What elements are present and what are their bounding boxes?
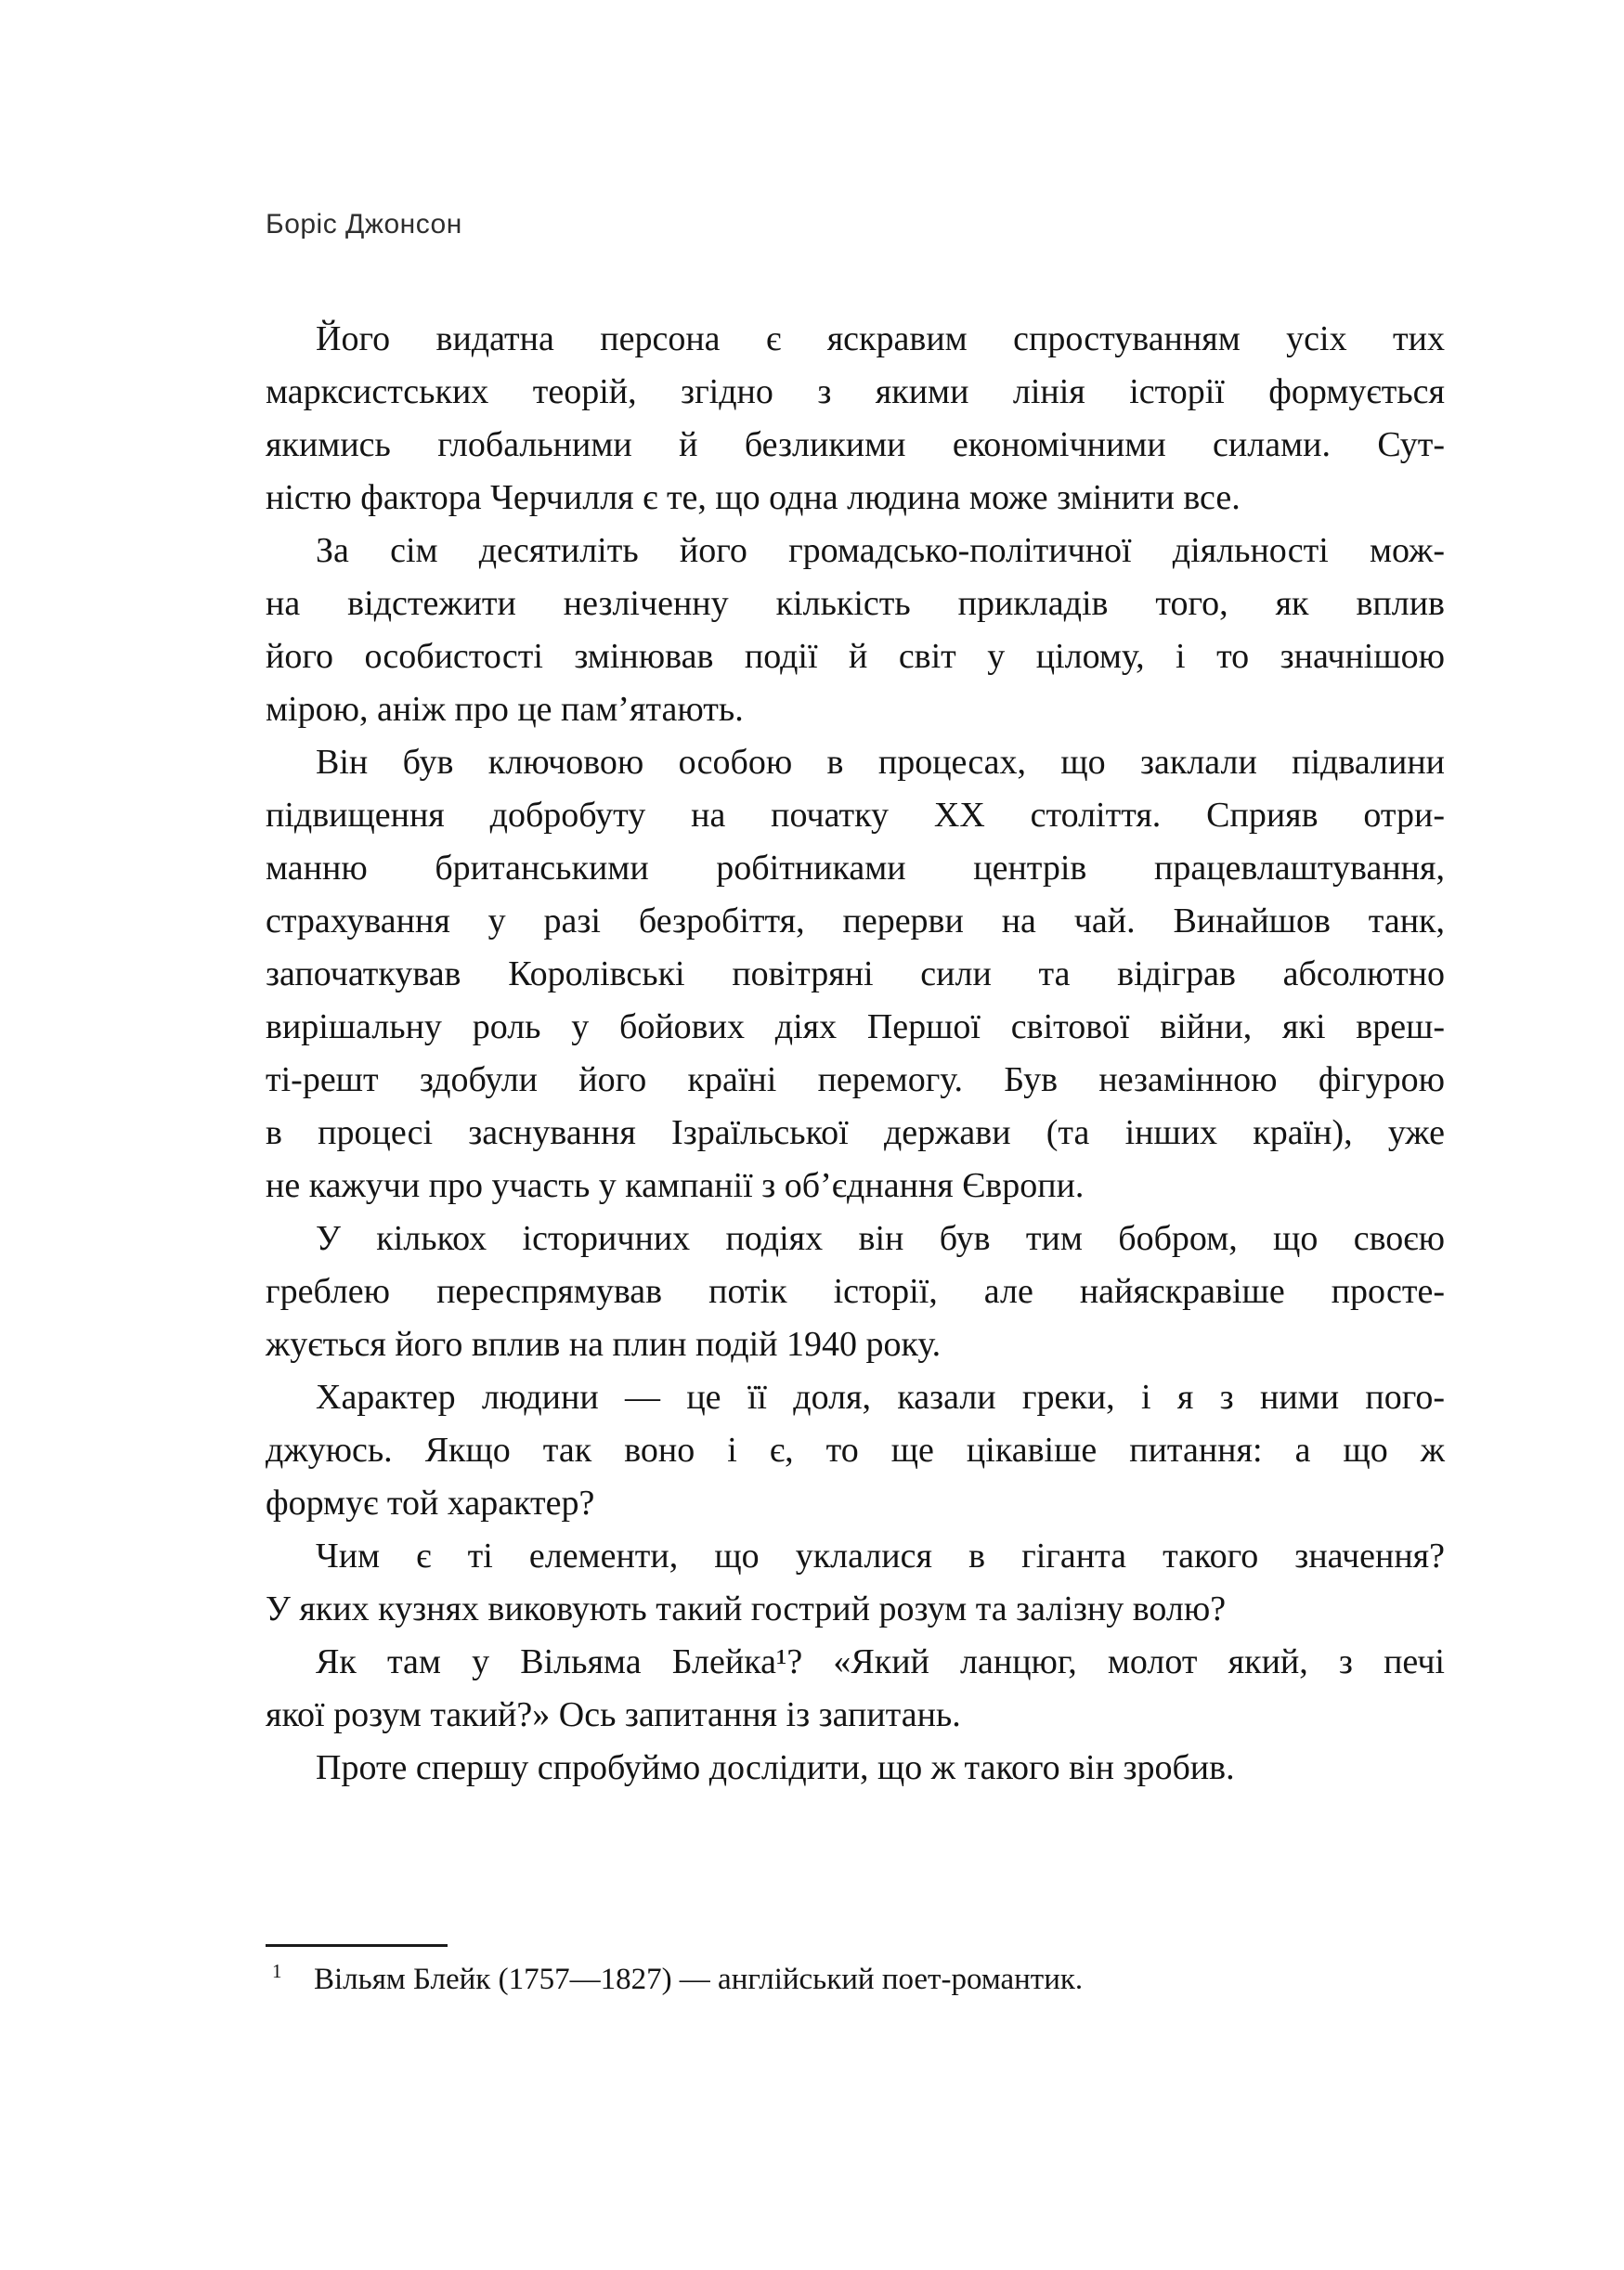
body-line: вирішальну роль у бойових діях Першої світової війни, які вреш- bbox=[266, 1007, 1445, 1046]
footnote-text: Вільям Блейк (1757—1827) — англійський поет-романтик. bbox=[314, 1963, 1084, 1996]
body-line: Характер людини — це її доля, казали греки, і я з ними пого- bbox=[316, 1378, 1445, 1417]
body-line: манню британськими робітниками центрів працевлаштування, bbox=[266, 849, 1445, 888]
body-line: формує той характер? bbox=[266, 1484, 595, 1523]
body-line: марксистських теорій, згідно з якими лінія історії формується bbox=[266, 372, 1445, 411]
body-line: У кількох історичних подіях він був тим бобром, що своєю bbox=[316, 1219, 1445, 1258]
body-line: підвищення добробуту на початку XX століття. Сприяв отри- bbox=[266, 796, 1445, 835]
body-line: У яких кузнях виковують такий гострий розум та залізну волю? bbox=[266, 1589, 1227, 1628]
body-line: його особистості змінював події й світ у цілому, і то значнішою bbox=[266, 637, 1445, 676]
body-line: започаткував Королівські повітряні сили та відіграв абсолютно bbox=[266, 954, 1445, 993]
body-line: Як там у Вільяма Блейка¹? «Який ланцюг, молот який, з печі bbox=[316, 1642, 1445, 1681]
body-line: в процесі заснування Ізраїльської держави (та інших країн), уже bbox=[266, 1113, 1445, 1152]
body-line: на відстежити незліченну кількість прикладів того, як вплив bbox=[266, 584, 1445, 623]
running-head: Боріс Джонсон bbox=[266, 209, 462, 240]
body-line: Чим є ті елементи, що уклалися в гіганта такого значення? bbox=[316, 1537, 1445, 1576]
body-line: мірою, аніж про це пам’ятають. bbox=[266, 690, 744, 729]
body-text bbox=[266, 313, 1445, 1795]
footnote: 1 Вільям Блейк (1757—1827) — англійський поет-романтик. bbox=[272, 1960, 1084, 1996]
body-line: якої розум такий?» Ось запитання із запитань. bbox=[266, 1695, 961, 1734]
body-line: Його видатна персона є яскравим спростуванням усіх тих bbox=[316, 319, 1445, 358]
body-line: Проте спершу спробуймо дослідити, що ж такого він зробив. bbox=[316, 1748, 1235, 1787]
body-line: жується його вплив на плин подій 1940 року. bbox=[266, 1325, 942, 1364]
body-line: ті-решт здобули його країні перемогу. Був незамінною фігурою bbox=[266, 1060, 1445, 1099]
body-line: джуюсь. Якщо так воно і є, то ще цікавіше питання: а що ж bbox=[266, 1431, 1445, 1470]
body-line: греблею переспрямував потік історії, але найяскравіше просте- bbox=[266, 1272, 1445, 1311]
body-line: ністю фактора Черчилля є те, що одна людина може змінити все. bbox=[266, 478, 1241, 517]
footnote-separator bbox=[266, 1944, 448, 1947]
body-line: Він був ключовою особою в процесах, що заклали підвалини bbox=[316, 743, 1445, 782]
body-line: страхування у разі безробіття, перерви на чай. Винайшов танк, bbox=[266, 902, 1445, 940]
body-line: За сім десятиліть його громадсько-політичної діяльності мож- bbox=[316, 531, 1445, 570]
body-line: не кажучи про участь у кампанії з об’єднання Європи. bbox=[266, 1166, 1085, 1205]
body-line: якимись глобальними й безликими економічними силами. Сут- bbox=[266, 425, 1445, 464]
